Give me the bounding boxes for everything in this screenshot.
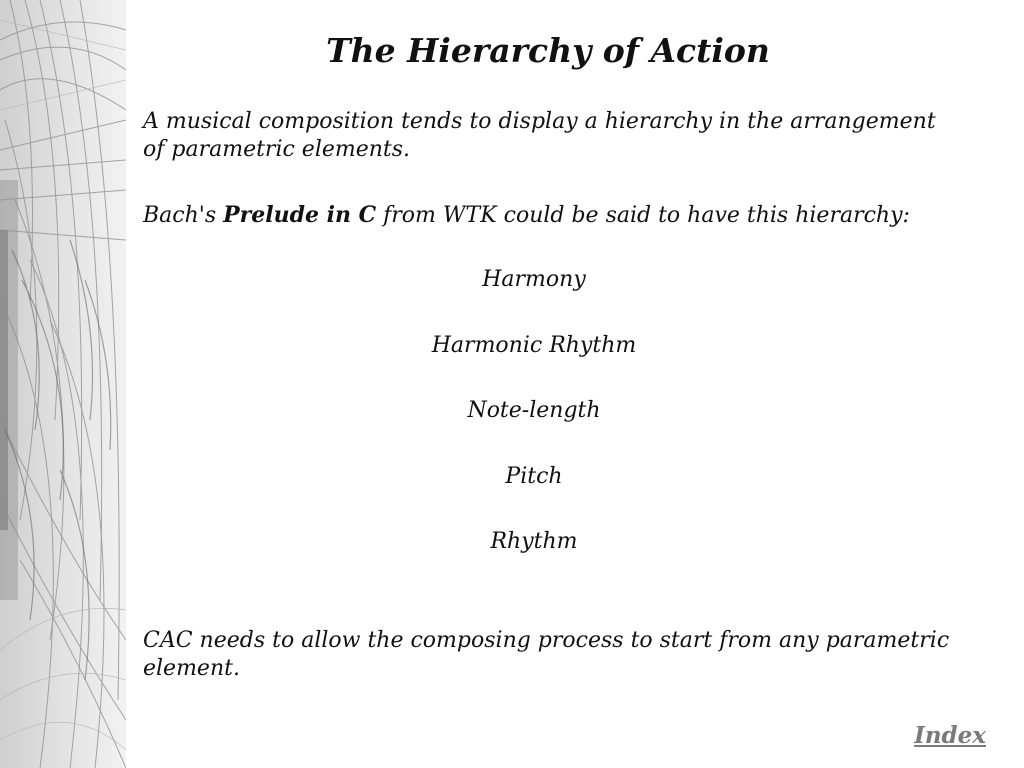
bach-text-after: from WTK could be said to have this hierarchy: <box>376 203 910 228</box>
bach-paragraph <box>143 201 963 230</box>
hierarchy-item: Harmonic Rhythm <box>431 332 637 358</box>
bach-text-before: Bach's <box>143 203 224 228</box>
hierarchy-item: Note-length <box>467 398 601 423</box>
hierarchy-item: Harmony <box>482 267 586 292</box>
decorative-grass-image <box>0 0 126 768</box>
hierarchy-item: Rhythm <box>490 529 578 554</box>
hierarchy-item: Pitch <box>505 463 563 489</box>
slide-content <box>143 0 988 768</box>
closing-paragraph: CAC needs to allow the composing process to start from any parametric element. <box>143 628 950 681</box>
hierarchy-list <box>143 266 925 594</box>
page-title: The Hierarchy of Action <box>326 31 770 70</box>
index-link[interactable]: Index <box>914 722 986 749</box>
prelude-title: Prelude in C <box>223 202 377 228</box>
intro-paragraph: A musical composition tends to display a hierarchy in the arrangement of parametric elements. <box>143 109 936 162</box>
